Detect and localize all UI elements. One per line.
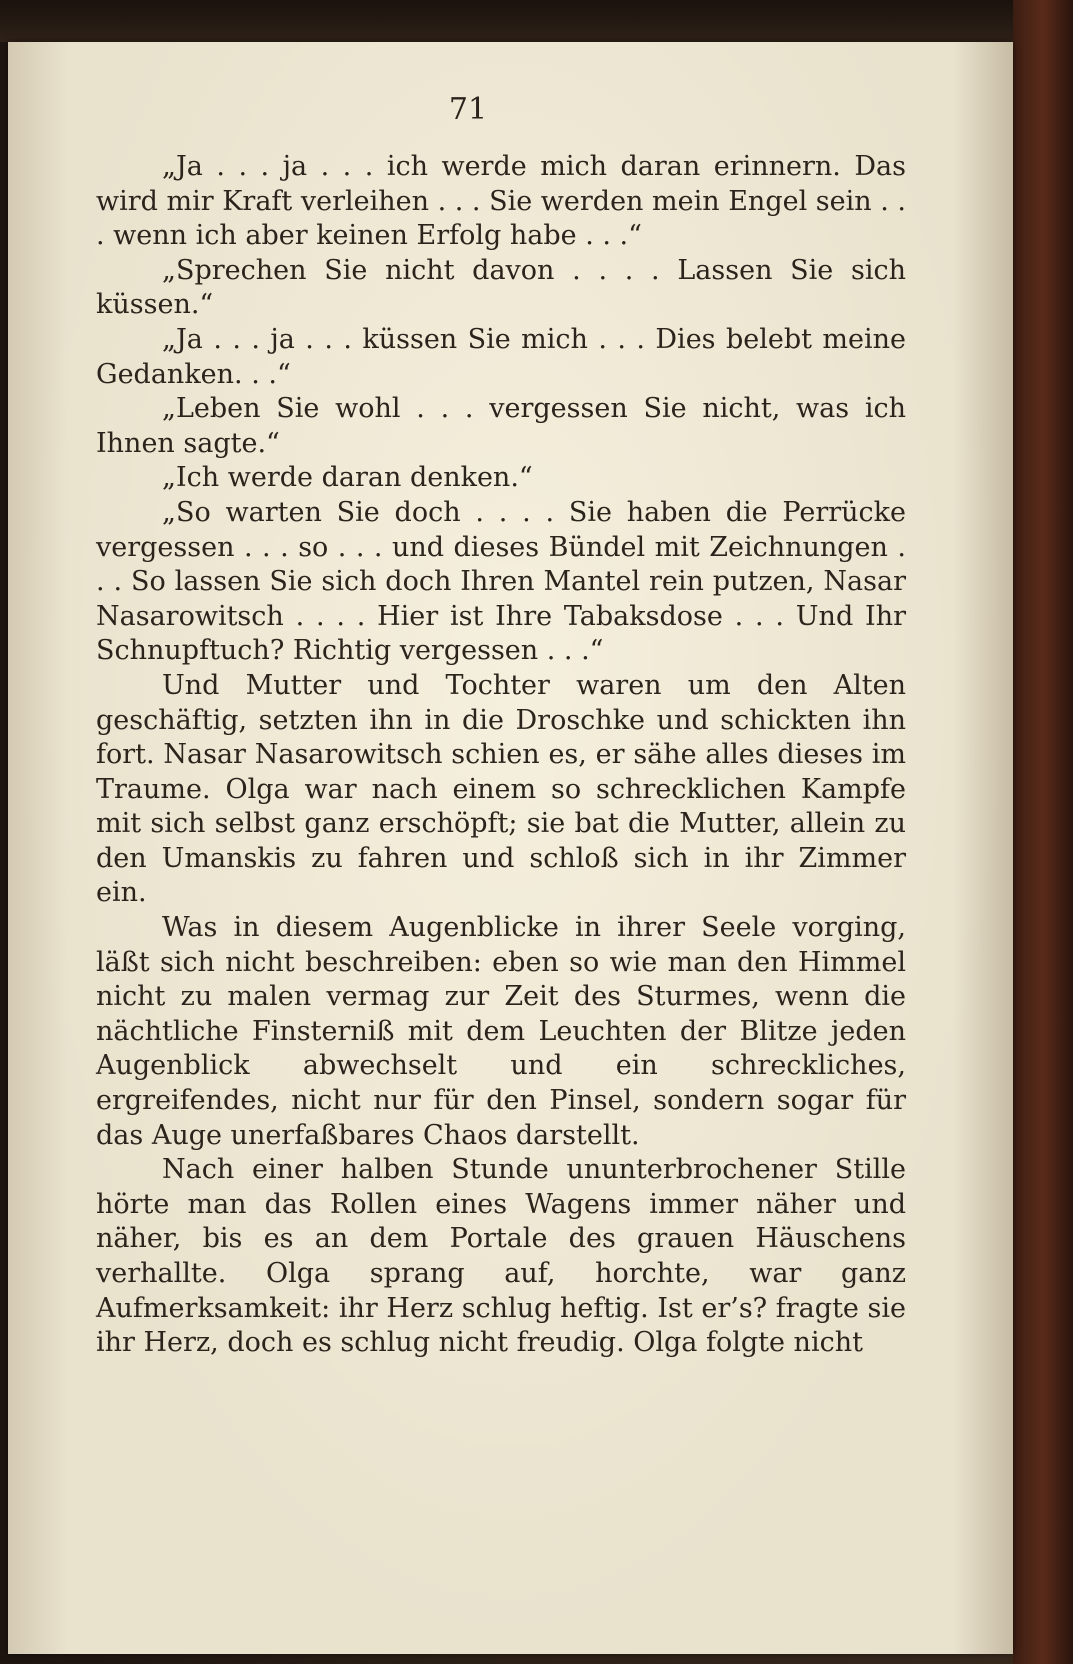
book-cover-spine	[1013, 0, 1073, 1664]
paragraph: „Ja . . . ja . . . küssen Sie mich . . . Dies belebt meine Gedanken. . .“	[96, 323, 906, 390]
paragraph: „Ja . . . ja . . . ich werde mich daran erinnern. Das wird mir Kraft verleihen . . . Sie werden mein Engel sein . . . wenn ich aber keinen Erfolg habe . . .“	[96, 151, 906, 252]
page-number: 71	[448, 92, 488, 127]
book-cover-top	[0, 0, 1073, 42]
paragraph: Und Mutter und Tochter waren um den Alten geschäftig, setzten ihn in die Droschke und schickten ihn fort. Nasar Nasarowitsch schien es, er sähe alles dieses im Traume. Olga war nach einem so schrecklichen Kampfe mit sich selbst ganz erschöpft; sie bat die Mutter, allein zu den Umanskis zu fahren und schloß sich in ihr Zimmer ein.	[96, 669, 906, 909]
paragraph: „Sprechen Sie nicht davon . . . . Lassen Sie sich küssen.“	[96, 254, 906, 321]
paragraph: „Leben Sie wohl . . . vergessen Sie nicht, was ich Ihnen sagte.“	[96, 393, 906, 459]
paragraph: „Ich werde daran denken.“	[162, 462, 533, 494]
page-text	[96, 150, 906, 1361]
paragraph: Nach einer halben Stunde ununterbrochener Stille hörte man das Rollen eines Wagens immer näher und näher, bis es an dem Portale des grauen Häuschens verhallte. Olga sprang auf, horchte, war ganz Aufmerksamkeit: ihr Herz schlug heftig. Ist er’s? fragte sie ihr Herz, doch es schlug nicht freudig. Olga folgte nicht	[96, 1154, 906, 1359]
paragraph: „So warten Sie doch . . . . Sie haben die Perrücke vergessen . . . so . . . und dieses Bündel mit Zeichnungen . . . So lassen Sie sich doch Ihren Mantel rein putzen, Nasar Nasarowitsch . . . . Hier ist Ihre Tabaksdose . . . Und Ihr Schnupftuch? Richtig vergessen . . .“	[96, 496, 906, 667]
paragraph: Was in diesem Augenblicke in ihrer Seele vorging, läßt sich nicht beschreiben: eben so wie man den Himmel nicht zu malen vermag zur Zeit des Sturmes, wenn die nächtliche Finsterniß mit dem Leuchten der Blitze jeden Augenblick abwechselt und ein schreckliches, ergreifendes, nicht nur für den Pinsel, sondern sogar für das Auge unerfaßbares Chaos darstellt.	[96, 912, 906, 1151]
